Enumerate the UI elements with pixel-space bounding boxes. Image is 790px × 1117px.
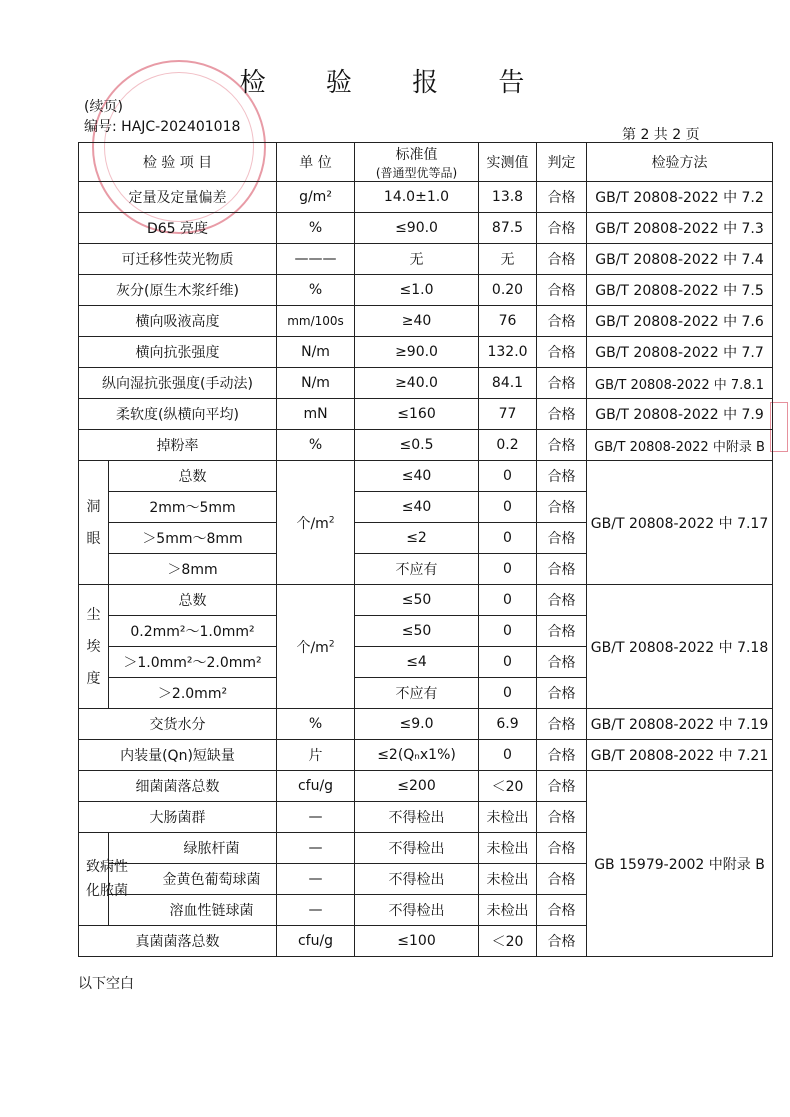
row-measured: 0 xyxy=(479,678,537,709)
row-standard: 不得检出 xyxy=(355,802,479,833)
row-standard: ≤2 xyxy=(355,523,479,554)
row-verdict: 合格 xyxy=(537,430,587,461)
row-unit: — xyxy=(277,895,355,926)
pathogen-category-line: 化脓菌 xyxy=(86,883,128,899)
row-standard: ≥90.0 xyxy=(355,337,479,368)
row-verdict: 合格 xyxy=(537,709,587,740)
table-row xyxy=(79,709,773,740)
row-standard: ≤40 xyxy=(355,461,479,492)
row-verdict: 合格 xyxy=(537,864,587,895)
row-verdict: 合格 xyxy=(537,306,587,337)
serial-number: 编号: HAJC-202401018 xyxy=(84,119,241,135)
row-measured: 0 xyxy=(479,554,537,585)
row-verdict: 合格 xyxy=(537,771,587,802)
header-unit: 单 位 xyxy=(277,143,355,182)
table-row xyxy=(79,399,773,430)
row-standard: 不得检出 xyxy=(355,864,479,895)
dust-category-char: 度 xyxy=(86,670,101,687)
row-verdict: 合格 xyxy=(537,182,587,213)
micro-method: GB 15979-2002 中附录 B xyxy=(587,771,773,957)
row-measured: 0 xyxy=(479,492,537,523)
row-standard: ≤0.5 xyxy=(355,430,479,461)
row-measured: 未检出 xyxy=(479,895,537,926)
footer-note: 以下空白 xyxy=(78,976,134,992)
dust-category-char: 尘 xyxy=(86,606,101,623)
row-measured: 0 xyxy=(479,523,537,554)
row-verdict: 合格 xyxy=(537,399,587,430)
row-standard: 不应有 xyxy=(355,678,479,709)
table-row xyxy=(79,740,773,771)
row-unit: — xyxy=(277,864,355,895)
row-item: 细菌菌落总数 xyxy=(79,771,277,802)
row-measured: 0 xyxy=(479,461,537,492)
row-standard: 不得检出 xyxy=(355,833,479,864)
row-measured: 76 xyxy=(479,306,537,337)
row-item: 定量及定量偏差 xyxy=(79,182,277,213)
row-standard: ≤4 xyxy=(355,647,479,678)
header-method: 检验方法 xyxy=(587,143,773,182)
row-item: 灰分(原生木浆纤维) xyxy=(79,275,277,306)
row-measured: 13.8 xyxy=(479,182,537,213)
row-measured: 132.0 xyxy=(479,337,537,368)
header-standard-line2: (普通型优等品) xyxy=(375,165,458,180)
row-method: GB/T 20808-2022 中 7.8.1 xyxy=(587,368,773,399)
row-method: GB/T 20808-2022 中 7.9 xyxy=(587,399,773,430)
header-row xyxy=(79,143,773,182)
pathogen-category xyxy=(79,833,128,926)
row-unit: N/m xyxy=(277,337,355,368)
row-measured: 0 xyxy=(479,585,537,616)
row-item: 0.2mm²～1.0mm² xyxy=(109,616,277,647)
row-measured: 84.1 xyxy=(479,368,537,399)
header-verdict: 判定 xyxy=(537,143,587,182)
dust-unit: 个$/m^2$ xyxy=(277,585,355,709)
row-measured: 77 xyxy=(479,399,537,430)
row-measured: 未检出 xyxy=(479,802,537,833)
row-measured: 0.20 xyxy=(479,275,537,306)
table-row xyxy=(79,244,773,275)
holes-category xyxy=(79,461,109,585)
row-measured: ＜20 xyxy=(479,771,537,802)
header-item: 检 验 项 目 xyxy=(79,143,277,182)
row-unit: mN xyxy=(277,399,355,430)
row-verdict: 合格 xyxy=(537,585,587,616)
row-measured: 0 xyxy=(479,647,537,678)
table-row xyxy=(79,585,773,616)
row-standard: 不应有 xyxy=(355,554,479,585)
row-unit: cfu/g xyxy=(277,771,355,802)
row-verdict: 合格 xyxy=(537,337,587,368)
holes-category-char: 洞 xyxy=(86,498,101,515)
table-row xyxy=(79,461,773,492)
row-standard: ≥40.0 xyxy=(355,368,479,399)
dust-category xyxy=(79,585,109,709)
table-row xyxy=(79,337,773,368)
row-item: ＞5mm～8mm xyxy=(109,523,277,554)
row-unit: N/m xyxy=(277,368,355,399)
row-verdict: 合格 xyxy=(537,213,587,244)
page-info: 第 2 共 2 页 xyxy=(622,127,700,143)
row-standard: 不得检出 xyxy=(355,895,479,926)
header-standard-line1: 标准值 xyxy=(395,146,438,163)
table-row xyxy=(79,430,773,461)
header-measured: 实测值 xyxy=(479,143,537,182)
dust-category-char: 埃 xyxy=(86,638,101,655)
row-measured: 未检出 xyxy=(479,864,537,895)
row-standard: ≤2(Qₙx1%) xyxy=(355,740,479,771)
row-item: 内装量(Qn)短缺量 xyxy=(79,740,277,771)
row-verdict: 合格 xyxy=(537,616,587,647)
row-unit: % xyxy=(277,709,355,740)
table-row xyxy=(79,306,773,337)
row-measured: 87.5 xyxy=(479,213,537,244)
row-standard: ≤1.0 xyxy=(355,275,479,306)
row-standard: ≤100 xyxy=(355,926,479,957)
row-verdict: 合格 xyxy=(537,554,587,585)
pathogen-category-line: 致病性 xyxy=(86,859,128,875)
row-verdict: 合格 xyxy=(537,275,587,306)
holes-category-char: 眼 xyxy=(86,530,101,547)
row-item: 横向吸液高度 xyxy=(79,306,277,337)
row-method: GB/T 20808-2022 中 7.3 xyxy=(587,213,773,244)
row-verdict: 合格 xyxy=(537,802,587,833)
table-row xyxy=(79,771,773,802)
row-item: 真菌菌落总数 xyxy=(79,926,277,957)
row-method: GB/T 20808-2022 中 7.4 xyxy=(587,244,773,275)
row-item: 绿脓杆菌 xyxy=(109,833,277,864)
header-standard xyxy=(355,143,479,182)
report-title: 检 验 报 告 xyxy=(239,68,551,98)
table-row xyxy=(79,275,773,306)
row-item: 纵向湿抗张强度(手动法) xyxy=(79,368,277,399)
row-verdict: 合格 xyxy=(537,461,587,492)
row-unit: — xyxy=(277,833,355,864)
row-verdict: 合格 xyxy=(537,368,587,399)
row-measured: ＜20 xyxy=(479,926,537,957)
row-unit: cfu/g xyxy=(277,926,355,957)
row-unit: % xyxy=(277,275,355,306)
row-standard: ≤200 xyxy=(355,771,479,802)
table-row xyxy=(79,182,773,213)
holes-unit: 个$/m^2$ xyxy=(277,461,355,585)
row-item: D65 亮度 xyxy=(79,213,277,244)
row-unit: mm/100s xyxy=(277,306,355,337)
row-verdict: 合格 xyxy=(537,647,587,678)
row-item: 可迁移性荧光物质 xyxy=(79,244,277,275)
row-verdict: 合格 xyxy=(537,895,587,926)
row-verdict: 合格 xyxy=(537,740,587,771)
row-measured: 无 xyxy=(479,244,537,275)
dust-method: GB/T 20808-2022 中 7.18 xyxy=(587,585,773,709)
row-unit: ——— xyxy=(277,244,355,275)
row-item: 横向抗张强度 xyxy=(79,337,277,368)
row-unit: — xyxy=(277,802,355,833)
row-method: GB/T 20808-2022 中 7.21 xyxy=(587,740,773,771)
row-measured: 未检出 xyxy=(479,833,537,864)
row-standard: ≤90.0 xyxy=(355,213,479,244)
row-item: 掉粉率 xyxy=(79,430,277,461)
row-standard: ≤50 xyxy=(355,585,479,616)
row-unit: % xyxy=(277,430,355,461)
row-method: GB/T 20808-2022 中 7.19 xyxy=(587,709,773,740)
row-standard: ≤160 xyxy=(355,399,479,430)
row-verdict: 合格 xyxy=(537,492,587,523)
row-method: GB/T 20808-2022 中 7.2 xyxy=(587,182,773,213)
row-measured: 0.2 xyxy=(479,430,537,461)
holes-method: GB/T 20808-2022 中 7.17 xyxy=(587,461,773,585)
row-item: 溶血性链球菌 xyxy=(109,895,277,926)
row-verdict: 合格 xyxy=(537,678,587,709)
row-method: GB/T 20808-2022 中 7.6 xyxy=(587,306,773,337)
row-verdict: 合格 xyxy=(537,523,587,554)
row-verdict: 合格 xyxy=(537,926,587,957)
row-measured: 6.9 xyxy=(479,709,537,740)
row-standard: ≤9.0 xyxy=(355,709,479,740)
row-standard: 14.0±1.0 xyxy=(355,182,479,213)
row-standard: ≤40 xyxy=(355,492,479,523)
row-method: GB/T 20808-2022 中 7.7 xyxy=(587,337,773,368)
row-item: ＞2.0mm² xyxy=(109,678,277,709)
row-method: GB/T 20808-2022 中附录 B xyxy=(587,430,773,461)
row-unit: g/m² xyxy=(277,182,355,213)
row-item: 2mm～5mm xyxy=(109,492,277,523)
row-verdict: 合格 xyxy=(537,833,587,864)
row-item: 大肠菌群 xyxy=(79,802,277,833)
row-measured: 0 xyxy=(479,616,537,647)
row-item: 交货水分 xyxy=(79,709,277,740)
row-verdict: 合格 xyxy=(537,244,587,275)
row-measured: 0 xyxy=(479,740,537,771)
row-standard: ≥40 xyxy=(355,306,479,337)
row-standard: ≤50 xyxy=(355,616,479,647)
row-item: 总数 xyxy=(109,461,277,492)
row-item: ＞8mm xyxy=(109,554,277,585)
table-row xyxy=(79,368,773,399)
row-unit: 片 xyxy=(277,740,355,771)
row-item: 金黄色葡萄球菌 xyxy=(109,864,277,895)
row-item: 总数 xyxy=(109,585,277,616)
row-standard: 无 xyxy=(355,244,479,275)
inspection-table xyxy=(78,142,773,957)
row-item: 柔软度(纵横向平均) xyxy=(79,399,277,430)
row-unit: % xyxy=(277,213,355,244)
table-row xyxy=(79,213,773,244)
continued-label: (续页) xyxy=(84,99,123,115)
row-item: ＞1.0mm²～2.0mm² xyxy=(109,647,277,678)
row-method: GB/T 20808-2022 中 7.5 xyxy=(587,275,773,306)
